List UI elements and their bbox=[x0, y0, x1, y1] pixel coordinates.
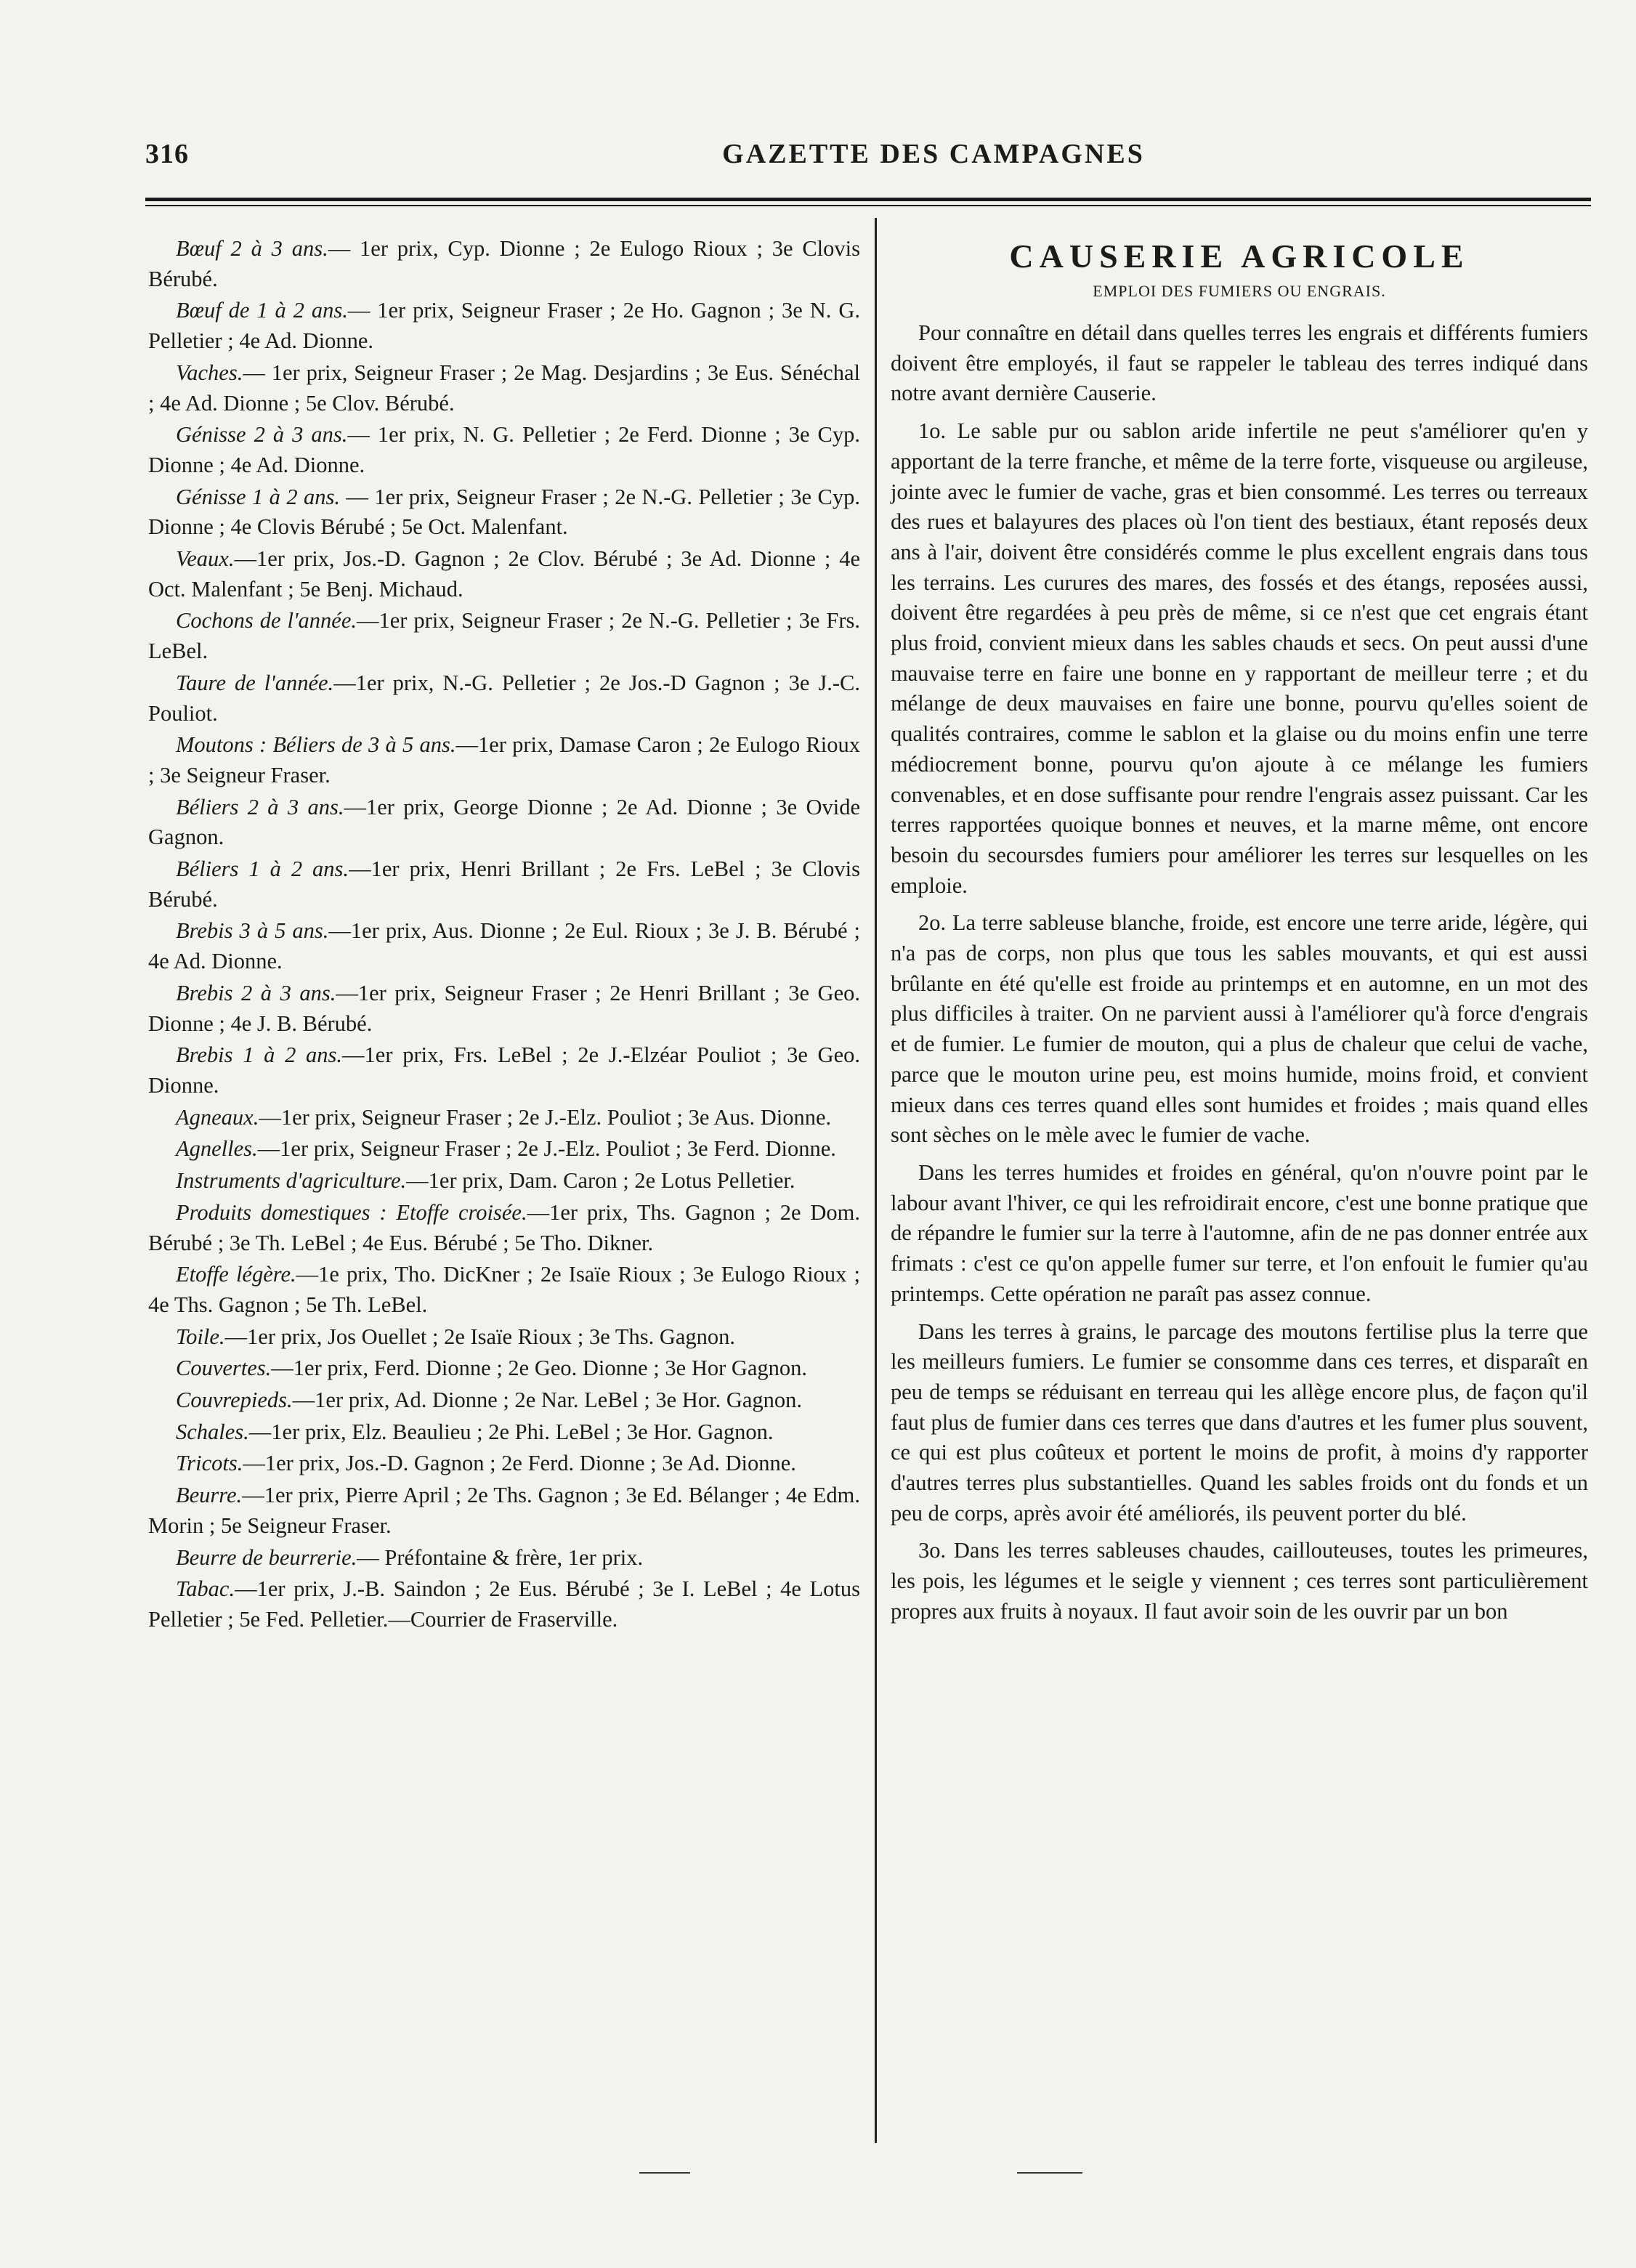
prize-winners: —1er prix, George Dionne ; 2e Ad. Dionne ; 3e Ovide Gagnon. bbox=[148, 794, 860, 850]
prize-category: Bœuf 2 à 3 ans. bbox=[176, 236, 328, 261]
prize-entry bbox=[148, 420, 860, 480]
prize-category: Instruments d'agriculture. bbox=[176, 1168, 407, 1194]
prize-entry bbox=[148, 793, 860, 853]
prize-winners: —1er prix, Damase Caron ; 2e Eulogo Rioux ; 3e Seigneur Fraser. bbox=[148, 732, 860, 787]
prize-entry bbox=[148, 979, 860, 1039]
prize-winners: —1er prix, Jos Ouellet ; 2e Isaïe Rioux ; 3e Ths. Gagnon. bbox=[224, 1324, 736, 1349]
page-number: 316 bbox=[145, 139, 189, 169]
prize-category: Béliers 1 à 2 ans. bbox=[176, 856, 349, 882]
prize-winners: —1er prix, Dam. Caron ; 2e Lotus Pelletier. bbox=[406, 1168, 795, 1194]
prize-category: Taure de l'année. bbox=[176, 670, 334, 695]
prize-category: Toile. bbox=[176, 1324, 225, 1349]
article-paragraph: 2o. La terre sableuse blanche, froide, est encore une terre aride, légère, qui n'a pas de corps, non plus que tous les sables mouvants, et qui est aussi brûlante en été qu'elle est froide au printemps et en automne, en un mot des plus difficiles à traiter. On ne parvient aussi à l'améliorer qu'à force d'engrais et de fumier. Le fumier de mouton, qui a plus de chaleur que celui de vache, parce que le mouton urine peu, est moins humide, moins froid, et convient mieux dans ces terres quand elles sont humides et froides ; mais quand elles sont sèches on le mèle avec le fumier de vache. bbox=[891, 910, 1588, 1148]
prize-entry bbox=[148, 234, 860, 294]
prize-entry bbox=[148, 1040, 860, 1101]
prize-entry bbox=[148, 1385, 860, 1416]
prize-entry bbox=[148, 730, 860, 790]
prize-category: Veaux. bbox=[176, 546, 235, 572]
journal-title: GAZETTE DES CAMPAGNES bbox=[722, 139, 1145, 169]
prize-entry bbox=[148, 358, 860, 418]
article-title: CAUSERIE AGRICOLE bbox=[1009, 238, 1470, 275]
prize-category: Produits domestiques : Etoffe croisée. bbox=[176, 1199, 527, 1225]
prize-category: Couvertes. bbox=[176, 1356, 272, 1381]
prize-winners: —1er prix, Henri Brillant ; 2e Frs. LeBel ; 3e Clovis Bérubé. bbox=[148, 856, 860, 912]
prize-entry bbox=[148, 606, 860, 666]
prize-entry bbox=[148, 1103, 860, 1133]
prize-entry bbox=[148, 1417, 860, 1448]
prize-entry bbox=[148, 296, 860, 356]
prize-category: Génisse 1 à 2 ans. bbox=[176, 484, 340, 509]
prize-category: Cochons de l'année. bbox=[176, 608, 357, 633]
prize-entry bbox=[148, 1353, 860, 1384]
article-paragraph: Dans les terres humides et froides en général, qu'on n'ouvre point par le labour avant l'hiver, ce qui les refroidirait encore, c'est une bonne pratique que de répandre le fumier sur la terre à l'automne, afin de ne pas donner entrée aux frimats : c'est ce qu'on appelle fumer sur terre, et l'on enfouit le fumier qu'au printemps. Cette opération ne paraît pas assez connue. bbox=[891, 1159, 1588, 1306]
prize-winners: —1er prix, Frs. LeBel ; 2e J.-Elzéar Pouliot ; 3e Geo. Dionne. bbox=[148, 1042, 860, 1098]
prize-entry bbox=[148, 1449, 860, 1479]
prize-winners: —1er prix, Elz. Beaulieu ; 2e Phi. LeBel ; 3e Hor. Gagnon. bbox=[248, 1419, 774, 1444]
prize-winners: —1er prix, Seigneur Fraser ; 2e J.-Elz. Pouliot ; 3e Aus. Dionne. bbox=[259, 1104, 832, 1130]
prize-winners: —1er prix, Pierre April ; 2e Ths. Gagnon ; 3e Ed. Bélanger ; 4e Edm. Morin ; 5e Seigneur Fraser. bbox=[148, 1483, 860, 1538]
prize-winners: —1er prix, Aus. Dionne ; 2e Eul. Rioux ; 3e J. B. Bérubé ; 4e Ad. Dionne. bbox=[148, 918, 860, 974]
prize-winners: —1er prix, Seigneur Fraser ; 2e J.-Elz. Pouliot ; 3e Ferd. Dionne. bbox=[257, 1136, 836, 1162]
prize-category: Brebis 3 à 5 ans. bbox=[176, 918, 329, 944]
prize-winners: —1er prix, Ths. Gagnon ; 2e Dom. Bérubé ; 3e Th. LeBel ; 4e Eus. Bérubé ; 5e Tho. Dikner. bbox=[148, 1199, 860, 1255]
left-column-prize-list bbox=[148, 234, 860, 1637]
prize-category: Beurre de beurrerie. bbox=[176, 1544, 357, 1570]
prize-entry bbox=[148, 1481, 860, 1541]
prize-entry bbox=[148, 854, 860, 915]
prize-entry bbox=[148, 1543, 860, 1574]
prize-winners: —1er prix, Ad. Dionne ; 2e Nar. LeBel ; 3e Hor. Gagnon. bbox=[292, 1388, 803, 1413]
prize-entry bbox=[148, 1166, 860, 1196]
prize-entry bbox=[148, 1260, 860, 1320]
footer-rule-right bbox=[1017, 2172, 1082, 2174]
prize-category: Génisse 2 à 3 ans. bbox=[176, 422, 348, 447]
prize-category: Agneaux. bbox=[176, 1104, 259, 1130]
prize-winners: —1er prix, Seigneur Fraser ; 2e N.-G. Pelletier ; 3e Frs. LeBel. bbox=[148, 608, 861, 664]
prize-winners: — 1er prix, Seigneur Fraser ; 2e Ho. Gagnon ; 3e N. G. Pelletier ; 4e Ad. Dionne. bbox=[148, 298, 860, 354]
article-paragraph: 1o. Le sable pur ou sablon aride infertile ne peut s'améliorer qu'en y apportant de la terre franche, et même de la terre forte, visqueuse ou argileuse, jointe avec le fumier de vache, gras et bien consommé. Les terres ou terreaux des rues et balayures des places où l'on tient des bestiaux, étant reposés deux ans à l'air, doivent être considérés comme le plus excellent engrais dans tous les terrains. Les curures des mares, des fossés et des étangs, reposées aussi, doivent être regardées à peu près de même, si ce n'est que cet engrais étant plus froid, convient mieux dans les sables chauds et secs. On peut aussi d'une mauvaise terre en faire une bonne en y rapportant de meilleur terre ; et du mélange de deux mauvaises en faire une bonne, pourvu qu'elles soient de qualités contraires, comme le sablon et la glaise ou du moins enfin une terre médiocrement bonne, pourvu qu'on ajoute à ce mélange les fumiers convenables, et en dose suffisante pour rendre l'engrais assez puissant. Car les terres rapportées quoique bonnes et neuves, et la marne même, ont encore besoin du secoursdes fumiers pour améliorer les terres sur lesquelles on les emploie. bbox=[891, 418, 1588, 898]
prize-winners: — 1er prix, Seigneur Fraser ; 2e N.-G. Pelletier ; 3e Cyp. Dionne ; 4e Clovis Bérubé ; 5e Oct. Malenfant. bbox=[148, 484, 860, 540]
prize-winners: — 1er prix, Seigneur Fraser ; 2e Mag. Desjardins ; 3e Eus. Sénéchal ; 4e Ad. Dionne ; 5e Clov. Bérubé. bbox=[148, 360, 860, 416]
prize-winners: —1er prix, Jos.-D. Gagnon ; 2e Ferd. Dionne ; 3e Ad. Dionne. bbox=[243, 1451, 796, 1476]
prize-category: Agnelles. bbox=[176, 1136, 258, 1162]
prize-category: Bœuf de 1 à 2 ans. bbox=[176, 298, 348, 323]
prize-category: Schales. bbox=[176, 1419, 249, 1444]
prize-category: Moutons : Béliers de 3 à 5 ans. bbox=[176, 732, 456, 758]
article-subtitle: EMPLOI DES FUMIERS OU ENGRAIS. bbox=[1093, 282, 1386, 300]
prize-entry bbox=[148, 1322, 860, 1353]
article-paragraph: 3o. Dans les terres sableuses chaudes, caillouteuses, toutes les primeures, les pois, les légumes et le seigle y viennent ; ces terres sont particulièrement propres aux fruits à noyaux. Il faut avoir soin de les ouvrir par un bon bbox=[891, 1538, 1588, 1624]
prize-entry bbox=[148, 544, 860, 604]
header-rule bbox=[145, 198, 1591, 201]
prize-entry bbox=[148, 482, 860, 543]
prize-entry bbox=[148, 1198, 860, 1258]
prize-winners: —1er prix, Jos.-D. Gagnon ; 2e Clov. Bérubé ; 3e Ad. Dionne ; 4e Oct. Malenfant ; 5e Benj. Michaud. bbox=[148, 546, 860, 602]
prize-category: Béliers 2 à 3 ans. bbox=[176, 794, 344, 819]
prize-category: Etoffe légère. bbox=[176, 1262, 296, 1287]
column-divider bbox=[875, 218, 877, 2143]
article-body bbox=[891, 318, 1588, 1627]
footer-rule-left bbox=[639, 2172, 690, 2174]
prize-winners: —1er prix, Ferd. Dionne ; 2e Geo. Dionne ; 3e Hor Gagnon. bbox=[271, 1356, 808, 1381]
prize-category: Brebis 1 à 2 ans. bbox=[176, 1042, 343, 1068]
article-paragraph: Pour connaître en détail dans quelles terres les engrais et différents fumiers doivent être employés, il faut se rappeler le tableau des terres indiqué dans notre avant dernière Causerie. bbox=[891, 320, 1588, 406]
prize-winners: — 1er prix, Cyp. Dionne ; 2e Eulogo Rioux ; 3e Clovis Bérubé. bbox=[148, 236, 861, 291]
right-column-article bbox=[891, 234, 1588, 1635]
prize-winners: — Préfontaine & frère, 1er prix. bbox=[357, 1544, 644, 1570]
prize-winners: — 1er prix, N. G. Pelletier ; 2e Ferd. Dionne ; 3e Cyp. Dionne ; 4e Ad. Dionne. bbox=[148, 422, 860, 477]
prize-winners: —1er prix, J.-B. Saindon ; 2e Eus. Bérubé ; 3e I. LeBel ; 4e Lotus Pelletier ; 5e Fed. Pelletier.—Courrier de Fraserville. bbox=[148, 1576, 860, 1632]
prize-entry bbox=[148, 668, 860, 729]
prize-entry bbox=[148, 1134, 860, 1165]
prize-entry bbox=[148, 916, 860, 976]
prize-category: Couvrepieds. bbox=[176, 1388, 293, 1413]
header-rule-thin bbox=[145, 205, 1591, 206]
prize-category: Beurre. bbox=[176, 1483, 243, 1508]
article-paragraph: Dans les terres à grains, le parcage des moutons fertilise plus la terre que les meilleurs fumiers. Le fumier se consomme dans ces terres, et disparaît en peu de temps se réduisant en terreau qui les allège encore plus, de façon qu'il faut plus de fumier dans ces terres que dans d'autres et les fumer plus souvent, ce qui est plus coûteux et portent le moins de profit, à moins d'y rapporter d'autres terres plus substantielles. Quand les sables froids ont du fonds et un peu de corps, après avoir été améliorés, ils peuvent porter du blé. bbox=[891, 1319, 1588, 1526]
prize-winners: —1e prix, Tho. DicKner ; 2e Isaïe Rioux ; 3e Eulogo Rioux ; 4e Ths. Gagnon ; 5e Th. LeBel. bbox=[148, 1262, 860, 1317]
prize-winners: —1er prix, Seigneur Fraser ; 2e Henri Brillant ; 3e Geo. Dionne ; 4e J. B. Bérubé. bbox=[148, 980, 860, 1036]
prize-entry bbox=[148, 1574, 860, 1635]
prize-category: Brebis 2 à 3 ans. bbox=[176, 980, 336, 1005]
prize-winners: —1er prix, N.-G. Pelletier ; 2e Jos.-D Gagnon ; 3e J.-C. Pouliot. bbox=[148, 670, 861, 726]
prize-category: Tabac. bbox=[176, 1576, 235, 1602]
prize-category: Vaches. bbox=[176, 360, 243, 385]
prize-category: Tricots. bbox=[176, 1451, 243, 1476]
page-header bbox=[145, 132, 1591, 176]
